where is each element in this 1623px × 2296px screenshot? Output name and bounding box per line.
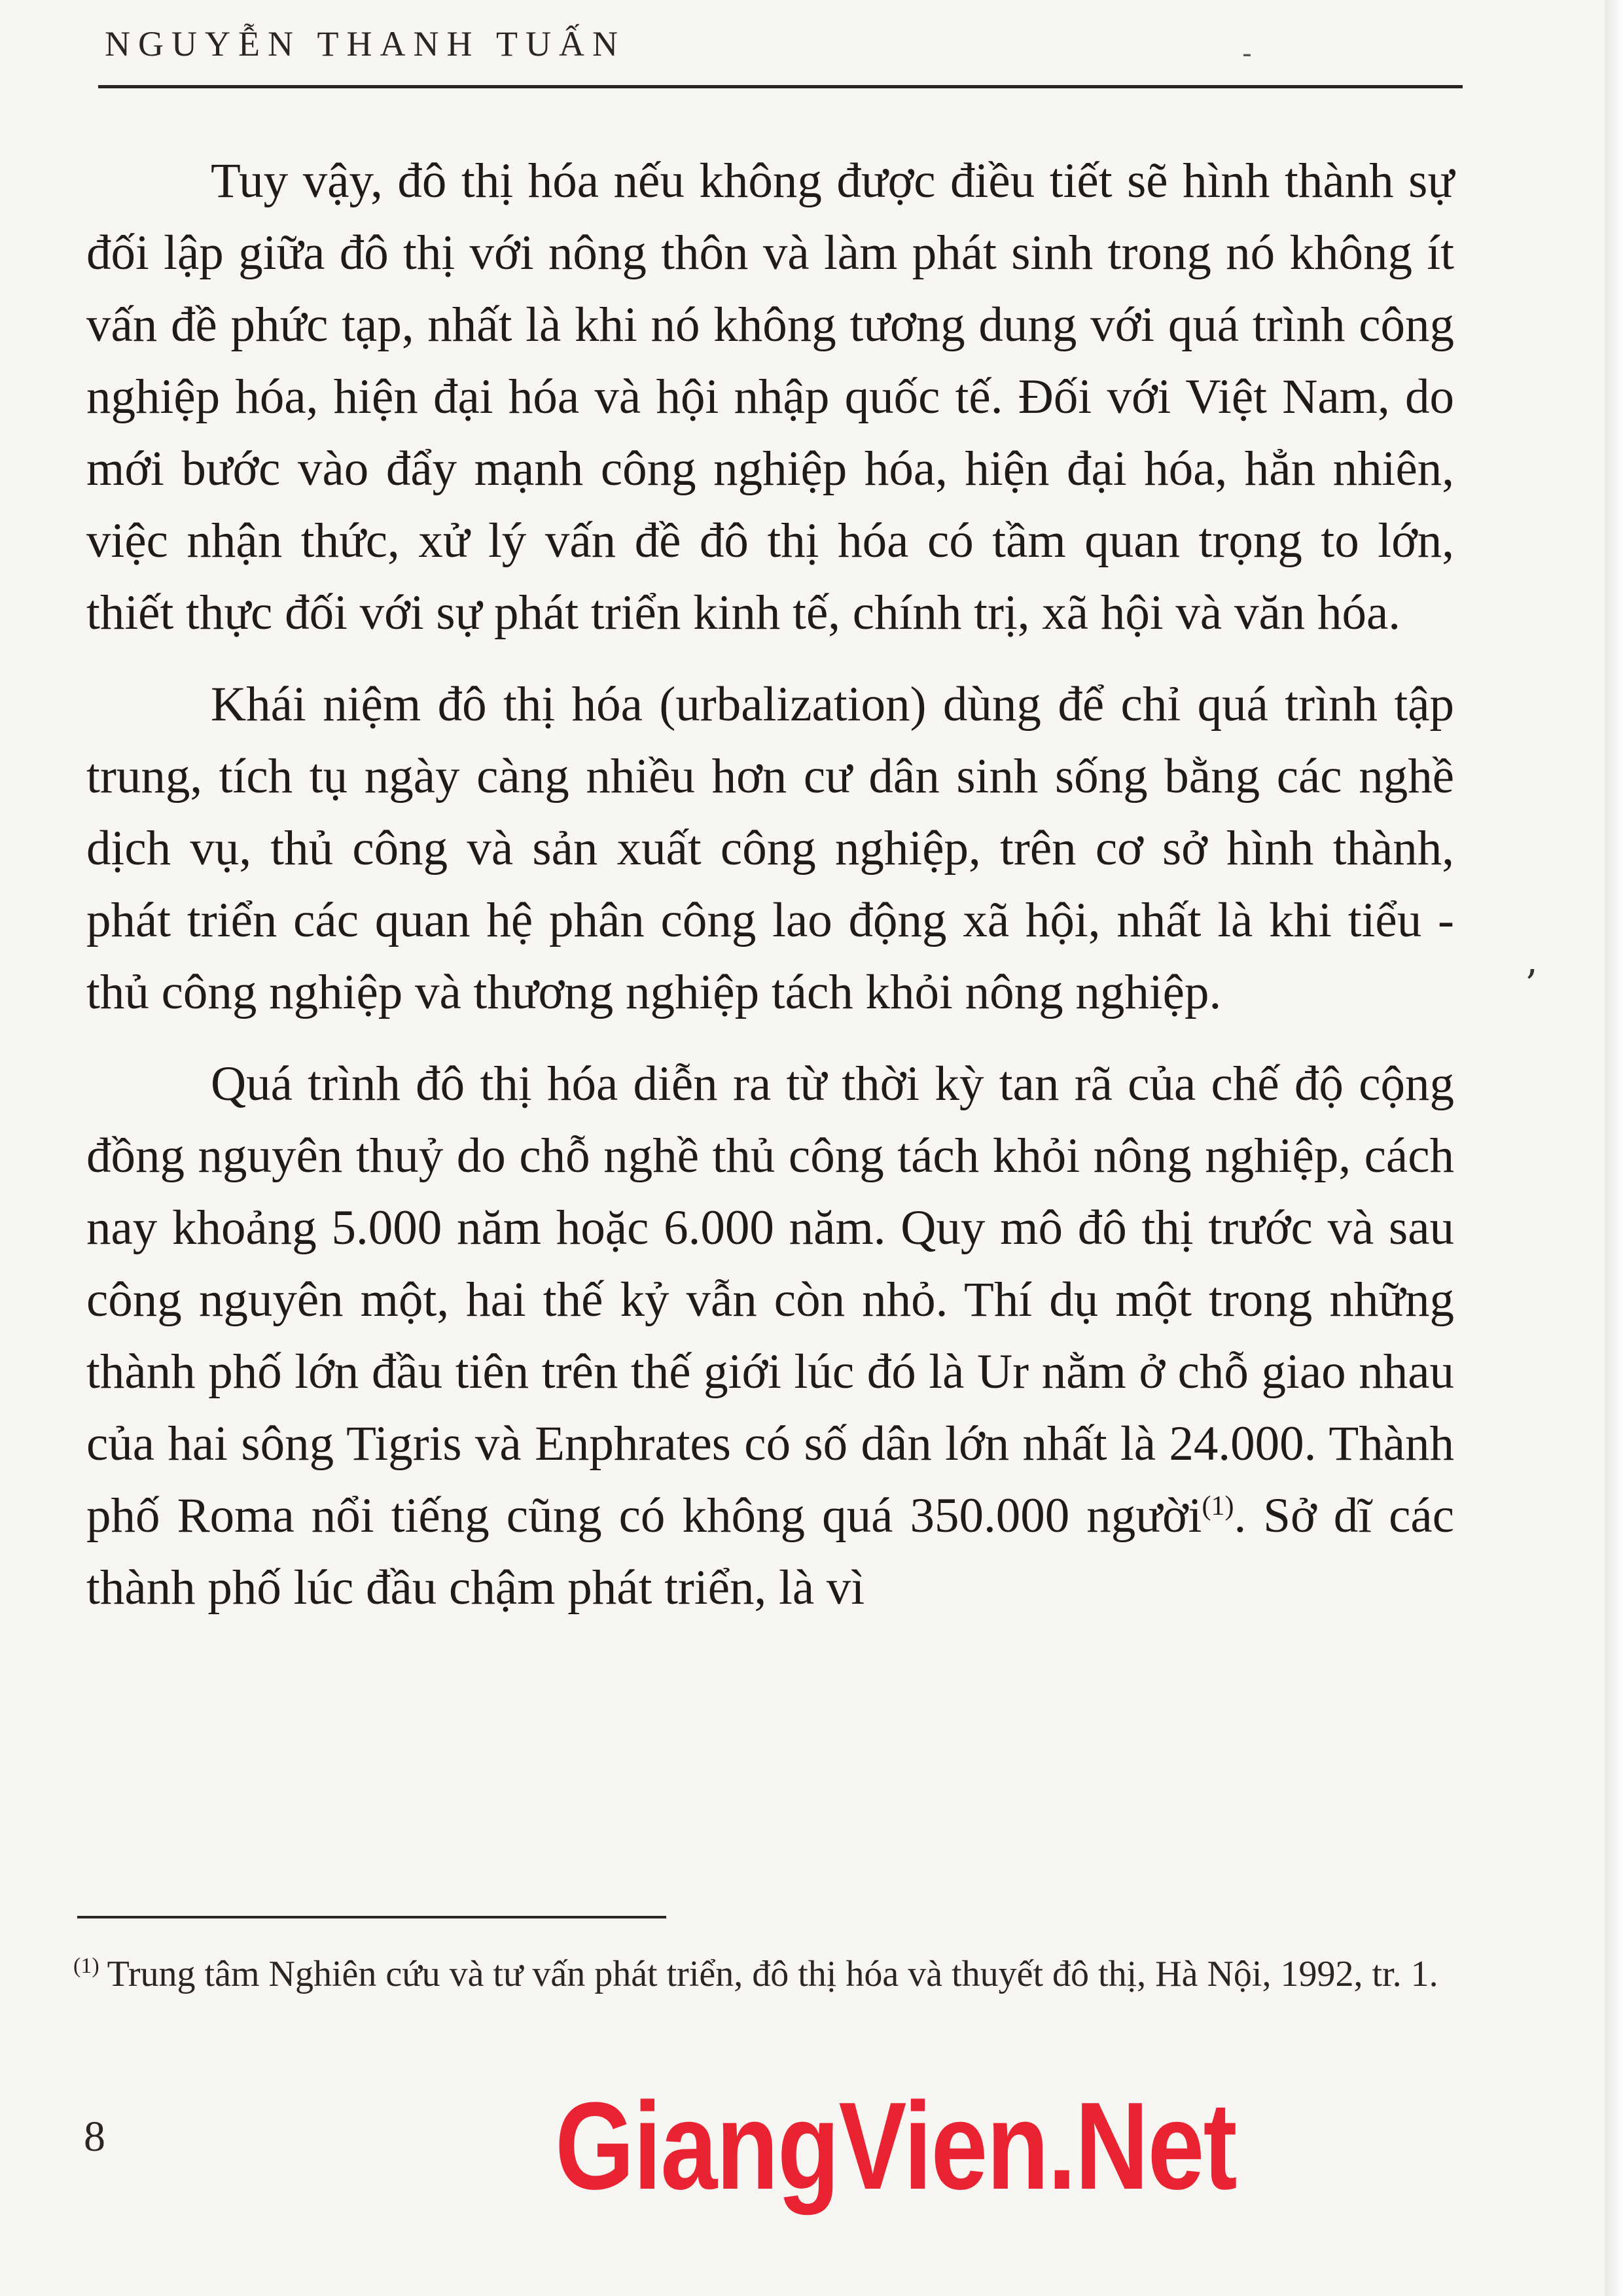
paragraph-3-text: Quá trình đô thị hóa diễn ra từ thời kỳ tan rã của chế độ cộng đồng nguyên thuỷ do chỗ nghề thủ công tách khỏi nông nghiệp, cách nay khoảng 5.000 năm hoặc 6.000 năm. Quy mô đô thị trước và sau công nguyên một, hai thế kỷ vẫn còn nhỏ. Thí dụ một trong những thành phố lớn đầu tiên trên thế giới lúc đó là Ur nằm ở chỗ giao nhau của hai sông Tigris và Enphrates có số dân lớn nhất là 24.000. Thành phố Roma nổi tiếng cũng có không quá 350.000 người bbox=[86, 1057, 1454, 1543]
footnote-rule bbox=[77, 1916, 666, 1918]
footnote bbox=[73, 1947, 1444, 2002]
paragraph-1: Tuy vậy, đô thị hóa nếu không được điều tiết sẽ hình thành sự đối lập giữa đô thị với nông thôn và làm phát sinh trong nó không ít vấn đề phức tạp, nhất là khi nó không tương dung với quá trình công nghiệp hóa, hiện đại hóa và hội nhập quốc tế. Đối với Việt Nam, do mới bước vào đẩy mạnh công nghiệp hóa, hiện đại hóa, hẳn nhiên, việc nhận thức, xử lý vấn đề đô thị hóa có tầm quan trọng to lớn, thiết thực đối với sự phát triển kinh tế, chính trị, xã hội và văn hóa. bbox=[86, 154, 1454, 640]
header-rule bbox=[98, 85, 1463, 88]
page-edge-shadow bbox=[1605, 0, 1623, 2296]
watermark-logo: GiangVien.Net bbox=[555, 2077, 1236, 2216]
body-text bbox=[86, 145, 1454, 1644]
paragraph-2: Khái niệm đô thị hóa (urbalization) dùng để chỉ quá trình tập trung, tích tụ ngày càng nhiều hơn cư dân sinh sống bằng các nghề dịch vụ, thủ công và sản xuất công nghiệp, trên cơ sở hình thành, phát triển các quan hệ phân công lao động xã hội, nhất là khi tiểu - thủ công nghiệp và thương nghiệp tách khỏi nông nghiệp. bbox=[86, 677, 1454, 1019]
footnote-text: Trung tâm Nghiên cứu và tư vấn phát triển, đô thị hóa và thuyết đô thị, Hà Nội, 1992, tr. 1. bbox=[107, 1954, 1438, 1994]
footnote-reference: (1) bbox=[1202, 1491, 1234, 1521]
footnote-marker: (1) bbox=[73, 1954, 99, 1978]
running-header-author: NGUYỄN THANH TUẤN bbox=[105, 24, 626, 63]
stray-margin-mark: ’ bbox=[1525, 962, 1538, 1008]
paragraph-3 bbox=[86, 1048, 1454, 1624]
paragraph-3-tail: . Sở dĩ các thành phố lúc đầu chậm phát triển, là vì bbox=[86, 1489, 1455, 1615]
stray-mark: - bbox=[1242, 37, 1252, 70]
page-number: 8 bbox=[84, 2113, 105, 2161]
